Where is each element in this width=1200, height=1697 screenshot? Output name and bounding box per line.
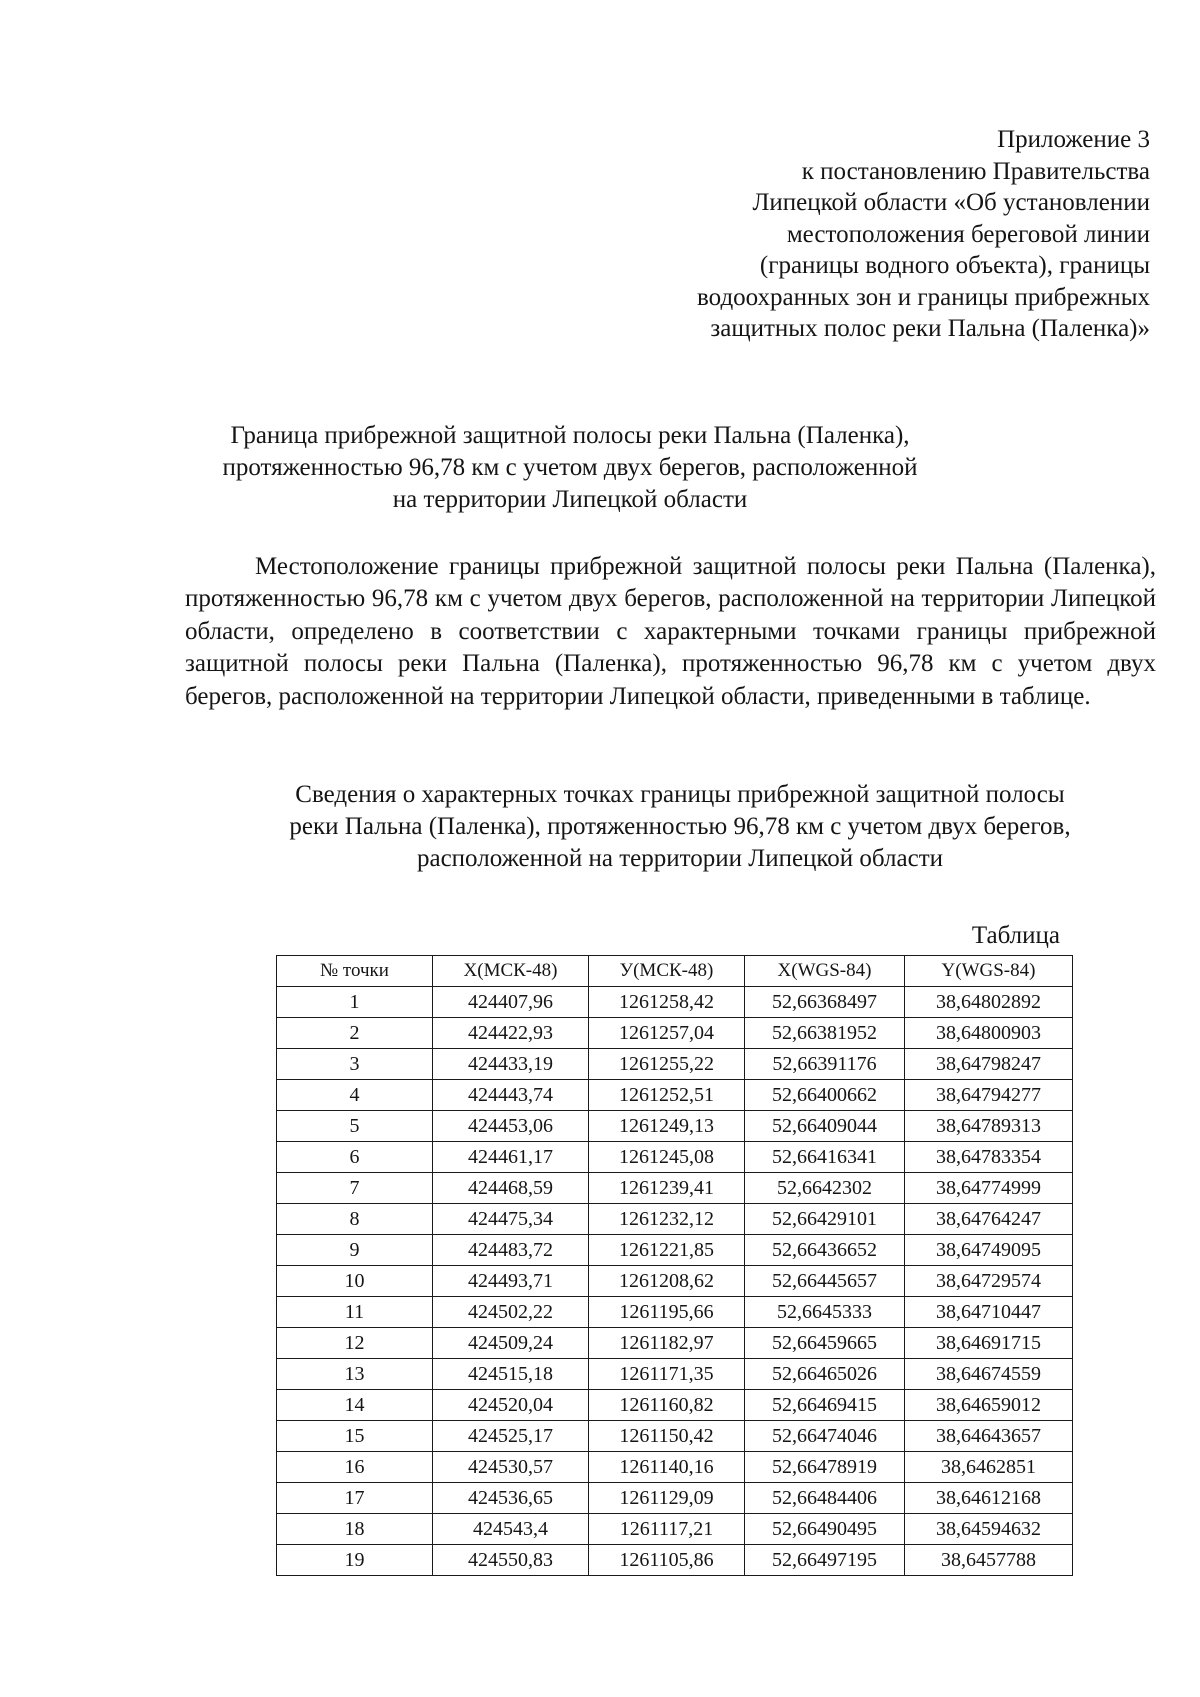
cell-y-msk48: 1261140,16 (589, 1452, 745, 1483)
cell-y-msk48: 1261239,41 (589, 1173, 745, 1204)
cell-point-number: 11 (277, 1297, 433, 1328)
cell-point-number: 18 (277, 1514, 433, 1545)
table-row (277, 1018, 1073, 1049)
header-y-wgs84: Y(WGS-84) (905, 956, 1073, 987)
coordinates-table (276, 955, 1073, 1576)
cell-y-wgs84: 38,64794277 (905, 1080, 1073, 1111)
cell-x-msk48: 424530,57 (433, 1452, 589, 1483)
cell-y-wgs84: 38,64710447 (905, 1297, 1073, 1328)
cell-y-wgs84: 38,64800903 (905, 1018, 1073, 1049)
cell-x-wgs84: 52,6645333 (745, 1297, 905, 1328)
cell-y-wgs84: 38,64659012 (905, 1390, 1073, 1421)
cell-y-msk48: 1261150,42 (589, 1421, 745, 1452)
header-point-number: № точки (277, 956, 433, 987)
cell-y-wgs84: 38,64783354 (905, 1142, 1073, 1173)
title-line: на территории Липецкой области (392, 486, 748, 513)
cell-x-wgs84: 52,66474046 (745, 1421, 905, 1452)
table-header-row (277, 956, 1073, 987)
cell-point-number: 12 (277, 1328, 433, 1359)
title-line: протяженностью 96,78 км с учетом двух берегов, расположенной (222, 454, 918, 481)
cell-x-msk48: 424468,59 (433, 1173, 589, 1204)
header-x-wgs84: X(WGS-84) (745, 956, 905, 987)
body-text (185, 551, 1156, 713)
cell-x-wgs84: 52,6642302 (745, 1173, 905, 1204)
cell-y-wgs84: 38,64749095 (905, 1235, 1073, 1266)
cell-x-msk48: 424550,83 (433, 1545, 589, 1576)
cell-y-wgs84: 38,64774999 (905, 1173, 1073, 1204)
table-row (277, 1328, 1073, 1359)
cell-y-wgs84: 38,64798247 (905, 1049, 1073, 1080)
cell-x-wgs84: 52,66400662 (745, 1080, 905, 1111)
cell-point-number: 6 (277, 1142, 433, 1173)
cell-point-number: 10 (277, 1266, 433, 1297)
cell-x-wgs84: 52,66445657 (745, 1266, 905, 1297)
body-paragraph: Местоположение границы прибрежной защитной полосы реки Пальна (Паленка), протяженностью 96,78 км с учетом двух берегов, расположенной на территории Липецкой области, определено в соответствии с характерными точками границы прибрежной защитной полосы реки Пальна (Паленка), протяженностью 96,78 км с учетом двух берегов, расположенной на территории Липецкой области, приведенными в таблице. (185, 553, 1156, 710)
table-row (277, 1111, 1073, 1142)
table-row (277, 1421, 1073, 1452)
cell-x-wgs84: 52,66484406 (745, 1483, 905, 1514)
cell-x-msk48: 424520,04 (433, 1390, 589, 1421)
cell-point-number: 14 (277, 1390, 433, 1421)
cell-y-msk48: 1261252,51 (589, 1080, 745, 1111)
table-row (277, 987, 1073, 1018)
cell-x-msk48: 424483,72 (433, 1235, 589, 1266)
cell-x-msk48: 424493,71 (433, 1266, 589, 1297)
cell-point-number: 15 (277, 1421, 433, 1452)
table-row (277, 1080, 1073, 1111)
appendix-line: Приложение 3 (997, 126, 1150, 153)
cell-x-msk48: 424509,24 (433, 1328, 589, 1359)
cell-x-msk48: 424433,19 (433, 1049, 589, 1080)
cell-y-msk48: 1261117,21 (589, 1514, 745, 1545)
cell-x-wgs84: 52,66409044 (745, 1111, 905, 1142)
cell-point-number: 7 (277, 1173, 433, 1204)
cell-y-msk48: 1261255,22 (589, 1049, 745, 1080)
cell-y-msk48: 1261195,66 (589, 1297, 745, 1328)
cell-x-wgs84: 52,66381952 (745, 1018, 905, 1049)
appendix-line: местоположения береговой линии (786, 220, 1150, 248)
cell-x-msk48: 424407,96 (433, 987, 589, 1018)
cell-y-msk48: 1261258,42 (589, 987, 745, 1018)
cell-x-msk48: 424475,34 (433, 1204, 589, 1235)
header-x-msk48: X(МСК-48) (433, 956, 589, 987)
table-row (277, 1359, 1073, 1390)
cell-x-msk48: 424461,17 (433, 1142, 589, 1173)
table-body (277, 987, 1073, 1576)
cell-y-wgs84: 38,64729574 (905, 1266, 1073, 1297)
cell-x-wgs84: 52,66490495 (745, 1514, 905, 1545)
table-caption: Таблица (971, 922, 1060, 949)
cell-y-msk48: 1261249,13 (589, 1111, 745, 1142)
cell-y-wgs84: 38,64612168 (905, 1483, 1073, 1514)
cell-point-number: 9 (277, 1235, 433, 1266)
table-row (277, 1173, 1073, 1204)
cell-point-number: 8 (277, 1204, 433, 1235)
cell-point-number: 3 (277, 1049, 433, 1080)
cell-x-wgs84: 52,66391176 (745, 1049, 905, 1080)
cell-x-msk48: 424502,22 (433, 1297, 589, 1328)
cell-x-wgs84: 52,66478919 (745, 1452, 905, 1483)
cell-y-msk48: 1261160,82 (589, 1390, 745, 1421)
cell-point-number: 16 (277, 1452, 433, 1483)
cell-y-wgs84: 38,6462851 (905, 1452, 1073, 1483)
cell-x-msk48: 424443,74 (433, 1080, 589, 1111)
cell-y-msk48: 1261182,97 (589, 1328, 745, 1359)
subtitle-line: расположенной на территории Липецкой области (416, 845, 943, 872)
cell-x-msk48: 424525,17 (433, 1421, 589, 1452)
cell-x-msk48: 424515,18 (433, 1359, 589, 1390)
table-row (277, 1049, 1073, 1080)
appendix-line: к постановлению Правительства (801, 157, 1150, 185)
cell-x-wgs84: 52,66368497 (745, 987, 905, 1018)
cell-y-msk48: 1261129,09 (589, 1483, 745, 1514)
title-line: Граница прибрежной защитной полосы реки Пальна (Паленка), (230, 422, 910, 449)
cell-x-msk48: 424536,65 (433, 1483, 589, 1514)
cell-y-msk48: 1261171,35 (589, 1359, 745, 1390)
cell-y-wgs84: 38,64802892 (905, 987, 1073, 1018)
table-row (277, 1266, 1073, 1297)
cell-point-number: 13 (277, 1359, 433, 1390)
cell-point-number: 1 (277, 987, 433, 1018)
cell-y-msk48: 1261232,12 (589, 1204, 745, 1235)
subtitle-line: Сведения о характерных точках границы прибрежной защитной полосы (295, 781, 1065, 808)
cell-x-wgs84: 52,66497195 (745, 1545, 905, 1576)
table-row (277, 1390, 1073, 1421)
cell-x-msk48: 424543,4 (433, 1514, 589, 1545)
appendix-line: Липецкой области «Об установлении (752, 189, 1150, 216)
cell-x-wgs84: 52,66469415 (745, 1390, 905, 1421)
cell-y-msk48: 1261245,08 (589, 1142, 745, 1173)
appendix-line: (границы водного объекта), границы (759, 252, 1150, 279)
cell-y-wgs84: 38,64691715 (905, 1328, 1073, 1359)
cell-x-wgs84: 52,66436652 (745, 1235, 905, 1266)
appendix-line: защитных полос реки Пальна (Паленка)» (710, 315, 1150, 342)
cell-y-msk48: 1261105,86 (589, 1545, 745, 1576)
table-row (277, 1483, 1073, 1514)
appendix-header (590, 124, 1150, 345)
cell-point-number: 4 (277, 1080, 433, 1111)
cell-y-msk48: 1261208,62 (589, 1266, 745, 1297)
table-row (277, 1297, 1073, 1328)
cell-y-wgs84: 38,64594632 (905, 1514, 1073, 1545)
cell-x-wgs84: 52,66459665 (745, 1328, 905, 1359)
cell-y-wgs84: 38,64643657 (905, 1421, 1073, 1452)
table-row (277, 1235, 1073, 1266)
table-row (277, 1452, 1073, 1483)
cell-x-wgs84: 52,66416341 (745, 1142, 905, 1173)
table-row (277, 1204, 1073, 1235)
cell-point-number: 17 (277, 1483, 433, 1514)
cell-point-number: 19 (277, 1545, 433, 1576)
cell-x-wgs84: 52,66465026 (745, 1359, 905, 1390)
cell-point-number: 2 (277, 1018, 433, 1049)
cell-y-wgs84: 38,64764247 (905, 1204, 1073, 1235)
cell-x-wgs84: 52,66429101 (745, 1204, 905, 1235)
header-y-msk48: У(МСК-48) (589, 956, 745, 987)
appendix-line: водоохранных зон и границы прибрежных (697, 283, 1150, 311)
cell-point-number: 5 (277, 1111, 433, 1142)
cell-x-msk48: 424422,93 (433, 1018, 589, 1049)
cell-x-msk48: 424453,06 (433, 1111, 589, 1142)
table-row (277, 1514, 1073, 1545)
cell-y-msk48: 1261257,04 (589, 1018, 745, 1049)
cell-y-wgs84: 38,64674559 (905, 1359, 1073, 1390)
cell-y-wgs84: 38,6457788 (905, 1545, 1073, 1576)
table-row (277, 1545, 1073, 1576)
document-title (180, 420, 960, 516)
subtitle-line: реки Пальна (Паленка), протяженностью 96,78 км с учетом двух берегов, (289, 813, 1071, 840)
cell-y-wgs84: 38,64789313 (905, 1111, 1073, 1142)
table-row (277, 1142, 1073, 1173)
cell-y-msk48: 1261221,85 (589, 1235, 745, 1266)
table-subtitle (190, 779, 1170, 875)
